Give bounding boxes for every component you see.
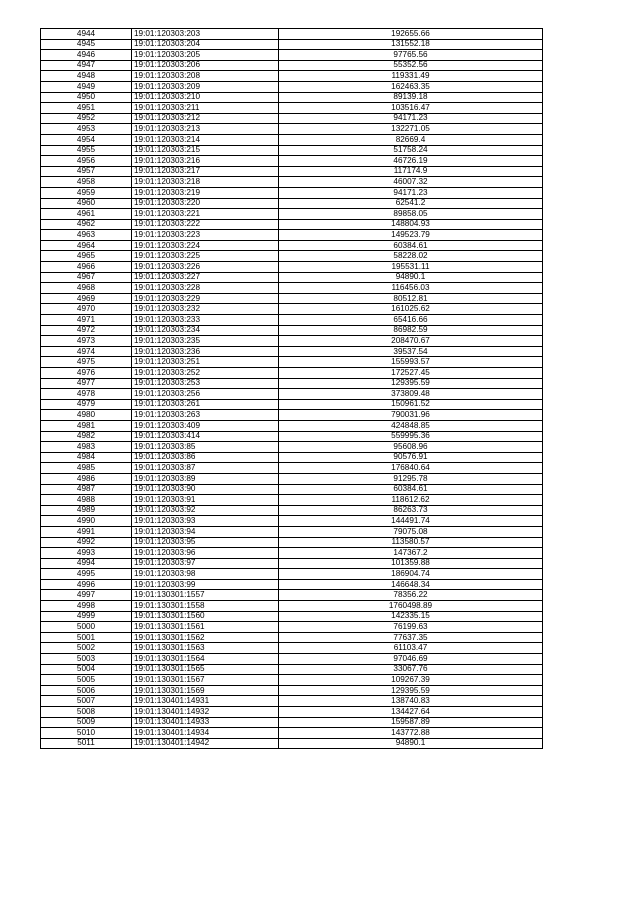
row-number-cell: 4956	[41, 156, 132, 167]
value-cell: 155993.57	[279, 357, 543, 368]
table-row	[41, 187, 543, 198]
cadastral-number-cell: 19:01:120303:205	[132, 50, 279, 61]
table-row	[41, 325, 543, 336]
value-cell: 208470.67	[279, 336, 543, 347]
value-cell: 113580.57	[279, 537, 543, 548]
table-row	[41, 495, 543, 506]
table-row	[41, 378, 543, 389]
row-number-cell: 4944	[41, 29, 132, 40]
row-number-cell: 4965	[41, 251, 132, 262]
row-number-cell: 4987	[41, 484, 132, 495]
row-number-cell: 4998	[41, 601, 132, 612]
cadastral-number-cell: 19:01:120303:233	[132, 315, 279, 326]
row-number-cell: 4946	[41, 50, 132, 61]
value-cell: 101359.88	[279, 558, 543, 569]
cadastral-number-cell: 19:01:120303:219	[132, 187, 279, 198]
table-row	[41, 632, 543, 643]
value-cell: 33067.76	[279, 664, 543, 675]
value-cell: 94890.1	[279, 738, 543, 749]
table-row	[41, 728, 543, 739]
table-row	[41, 569, 543, 580]
table-row	[41, 283, 543, 294]
table-row	[41, 304, 543, 315]
row-number-cell: 5006	[41, 685, 132, 696]
value-cell: 146648.34	[279, 579, 543, 590]
table-row	[41, 262, 543, 273]
cadastral-number-cell: 19:01:120303:235	[132, 336, 279, 347]
row-number-cell: 4981	[41, 420, 132, 431]
cadastral-number-cell: 19:01:130401:14942	[132, 738, 279, 749]
value-cell: 192655.66	[279, 29, 543, 40]
cadastral-number-cell: 19:01:120303:215	[132, 145, 279, 156]
row-number-cell: 4951	[41, 103, 132, 114]
cadastral-number-cell: 19:01:120303:89	[132, 473, 279, 484]
table-row	[41, 198, 543, 209]
value-cell: 58228.02	[279, 251, 543, 262]
row-number-cell: 4959	[41, 187, 132, 198]
row-number-cell: 5009	[41, 717, 132, 728]
value-cell: 149523.79	[279, 230, 543, 241]
value-cell: 86263.73	[279, 505, 543, 516]
value-cell: 424848.85	[279, 420, 543, 431]
value-cell: 129395.59	[279, 685, 543, 696]
cadastral-number-cell: 19:01:120303:96	[132, 548, 279, 559]
row-number-cell: 4990	[41, 516, 132, 527]
table-row	[41, 240, 543, 251]
cadastral-number-cell: 19:01:120303:229	[132, 293, 279, 304]
cadastral-number-cell: 19:01:120303:86	[132, 452, 279, 463]
cadastral-number-cell: 19:01:120303:97	[132, 558, 279, 569]
table-row	[41, 537, 543, 548]
table-row	[41, 548, 543, 559]
value-cell: 79075.08	[279, 526, 543, 537]
value-cell: 129395.59	[279, 378, 543, 389]
cadastral-number-cell: 19:01:120303:256	[132, 389, 279, 400]
row-number-cell: 4964	[41, 240, 132, 251]
table-row	[41, 410, 543, 421]
row-number-cell: 4973	[41, 336, 132, 347]
cadastral-number-cell: 19:01:120303:228	[132, 283, 279, 294]
table-row	[41, 696, 543, 707]
value-cell: 39537.54	[279, 346, 543, 357]
row-number-cell: 4982	[41, 431, 132, 442]
row-number-cell: 4994	[41, 558, 132, 569]
value-cell: 138740.83	[279, 696, 543, 707]
row-number-cell: 4980	[41, 410, 132, 421]
table-row	[41, 707, 543, 718]
table-row	[41, 50, 543, 61]
table-row	[41, 29, 543, 40]
value-cell: 1760498.89	[279, 601, 543, 612]
table-row	[41, 654, 543, 665]
value-cell: 132271.05	[279, 124, 543, 135]
table-row	[41, 134, 543, 145]
table-row	[41, 293, 543, 304]
table-row	[41, 92, 543, 103]
table-row	[41, 272, 543, 283]
cadastral-number-cell: 19:01:120303:220	[132, 198, 279, 209]
row-number-cell: 4988	[41, 495, 132, 506]
cadastral-number-cell: 19:01:120303:87	[132, 463, 279, 474]
row-number-cell: 4958	[41, 177, 132, 188]
row-number-cell: 5000	[41, 622, 132, 633]
cadastral-number-cell: 19:01:120303:217	[132, 166, 279, 177]
table-row	[41, 622, 543, 633]
cadastral-number-cell: 19:01:120303:214	[132, 134, 279, 145]
table-row	[41, 145, 543, 156]
table-row	[41, 177, 543, 188]
row-number-cell: 4999	[41, 611, 132, 622]
row-number-cell: 4969	[41, 293, 132, 304]
cadastral-number-cell: 19:01:120303:95	[132, 537, 279, 548]
table-row	[41, 113, 543, 124]
table-row	[41, 336, 543, 347]
row-number-cell: 5007	[41, 696, 132, 707]
cadastral-number-cell: 19:01:130301:1564	[132, 654, 279, 665]
row-number-cell: 4970	[41, 304, 132, 315]
value-cell: 46007.32	[279, 177, 543, 188]
value-cell: 76199.63	[279, 622, 543, 633]
table-row	[41, 643, 543, 654]
value-cell: 51758.24	[279, 145, 543, 156]
value-cell: 195531.11	[279, 262, 543, 273]
table-row	[41, 526, 543, 537]
row-number-cell: 4957	[41, 166, 132, 177]
row-number-cell: 4966	[41, 262, 132, 273]
table-row	[41, 611, 543, 622]
table-row	[41, 516, 543, 527]
value-cell: 61103.47	[279, 643, 543, 654]
value-cell: 172527.45	[279, 368, 543, 379]
value-cell: 60384.61	[279, 240, 543, 251]
value-cell: 790031.96	[279, 410, 543, 421]
row-number-cell: 4950	[41, 92, 132, 103]
value-cell: 89139.18	[279, 92, 543, 103]
row-number-cell: 4992	[41, 537, 132, 548]
value-cell: 147367.2	[279, 548, 543, 559]
cadastral-number-cell: 19:01:120303:204	[132, 39, 279, 50]
value-cell: 373809.48	[279, 389, 543, 400]
value-cell: 103516.47	[279, 103, 543, 114]
row-number-cell: 5005	[41, 675, 132, 686]
cadastral-number-cell: 19:01:120303:225	[132, 251, 279, 262]
cadastral-number-cell: 19:01:120303:234	[132, 325, 279, 336]
table-row	[41, 209, 543, 220]
row-number-cell: 4979	[41, 399, 132, 410]
value-cell: 162463.35	[279, 81, 543, 92]
row-number-cell: 4985	[41, 463, 132, 474]
cadastral-value-table	[40, 28, 543, 749]
cadastral-number-cell: 19:01:120303:216	[132, 156, 279, 167]
row-number-cell: 4960	[41, 198, 132, 209]
cadastral-number-cell: 19:01:120303:206	[132, 60, 279, 71]
table-row	[41, 505, 543, 516]
cadastral-number-cell: 19:01:120303:90	[132, 484, 279, 495]
row-number-cell: 4945	[41, 39, 132, 50]
cadastral-number-cell: 19:01:130401:14931	[132, 696, 279, 707]
table-row	[41, 60, 543, 71]
row-number-cell: 4974	[41, 346, 132, 357]
cadastral-number-cell: 19:01:120303:209	[132, 81, 279, 92]
cadastral-number-cell: 19:01:120303:211	[132, 103, 279, 114]
table-body	[41, 29, 543, 749]
row-number-cell: 4952	[41, 113, 132, 124]
cadastral-number-cell: 19:01:120303:226	[132, 262, 279, 273]
table-row	[41, 484, 543, 495]
table-row	[41, 738, 543, 749]
table-row	[41, 420, 543, 431]
table-row	[41, 219, 543, 230]
cadastral-number-cell: 19:01:120303:236	[132, 346, 279, 357]
cadastral-number-cell: 19:01:130401:14932	[132, 707, 279, 718]
table-row	[41, 368, 543, 379]
cadastral-number-cell: 19:01:120303:261	[132, 399, 279, 410]
value-cell: 89858.05	[279, 209, 543, 220]
table-row	[41, 315, 543, 326]
row-number-cell: 4954	[41, 134, 132, 145]
table-row	[41, 601, 543, 612]
row-number-cell: 4967	[41, 272, 132, 283]
row-number-cell: 4993	[41, 548, 132, 559]
table-row	[41, 399, 543, 410]
table-row	[41, 558, 543, 569]
table-row	[41, 473, 543, 484]
cadastral-number-cell: 19:01:130401:14934	[132, 728, 279, 739]
cadastral-number-cell: 19:01:130301:1560	[132, 611, 279, 622]
value-cell: 150961.52	[279, 399, 543, 410]
cadastral-number-cell: 19:01:120303:91	[132, 495, 279, 506]
row-number-cell: 5008	[41, 707, 132, 718]
table-row	[41, 251, 543, 262]
value-cell: 97765.56	[279, 50, 543, 61]
table-row	[41, 156, 543, 167]
value-cell: 94890.1	[279, 272, 543, 283]
cadastral-number-cell: 19:01:120303:223	[132, 230, 279, 241]
cadastral-number-cell: 19:01:120303:92	[132, 505, 279, 516]
row-number-cell: 4961	[41, 209, 132, 220]
table-row	[41, 579, 543, 590]
value-cell: 60384.61	[279, 484, 543, 495]
value-cell: 119331.49	[279, 71, 543, 82]
row-number-cell: 4984	[41, 452, 132, 463]
value-cell: 78356.22	[279, 590, 543, 601]
row-number-cell: 4949	[41, 81, 132, 92]
cadastral-number-cell: 19:01:120303:212	[132, 113, 279, 124]
table-row	[41, 452, 543, 463]
cadastral-number-cell: 19:01:130301:1567	[132, 675, 279, 686]
cadastral-number-cell: 19:01:130301:1557	[132, 590, 279, 601]
table-row	[41, 346, 543, 357]
row-number-cell: 4978	[41, 389, 132, 400]
value-cell: 86982.59	[279, 325, 543, 336]
cadastral-number-cell: 19:01:120303:85	[132, 442, 279, 453]
table-row	[41, 431, 543, 442]
row-number-cell: 4986	[41, 473, 132, 484]
cadastral-number-cell: 19:01:120303:221	[132, 209, 279, 220]
value-cell: 94171.23	[279, 113, 543, 124]
row-number-cell: 4947	[41, 60, 132, 71]
table-row	[41, 664, 543, 675]
value-cell: 55352.56	[279, 60, 543, 71]
value-cell: 176840.64	[279, 463, 543, 474]
value-cell: 161025.62	[279, 304, 543, 315]
table-row	[41, 442, 543, 453]
value-cell: 109267.39	[279, 675, 543, 686]
row-number-cell: 5002	[41, 643, 132, 654]
table-row	[41, 103, 543, 114]
row-number-cell: 4991	[41, 526, 132, 537]
value-cell: 62541.2	[279, 198, 543, 209]
cadastral-number-cell: 19:01:120303:409	[132, 420, 279, 431]
row-number-cell: 5010	[41, 728, 132, 739]
row-number-cell: 4948	[41, 71, 132, 82]
value-cell: 80512.81	[279, 293, 543, 304]
cadastral-number-cell: 19:01:120303:263	[132, 410, 279, 421]
value-cell: 559995.36	[279, 431, 543, 442]
value-cell: 65416.66	[279, 315, 543, 326]
table-row	[41, 590, 543, 601]
row-number-cell: 4962	[41, 219, 132, 230]
cadastral-number-cell: 19:01:120303:253	[132, 378, 279, 389]
cadastral-number-cell: 19:01:120303:208	[132, 71, 279, 82]
cadastral-number-cell: 19:01:120303:222	[132, 219, 279, 230]
value-cell: 77637.35	[279, 632, 543, 643]
cadastral-number-cell: 19:01:120303:224	[132, 240, 279, 251]
value-cell: 91295.78	[279, 473, 543, 484]
table-row	[41, 81, 543, 92]
cadastral-number-cell: 19:01:130301:1563	[132, 643, 279, 654]
row-number-cell: 4953	[41, 124, 132, 135]
cadastral-number-cell: 19:01:130301:1569	[132, 685, 279, 696]
cadastral-number-cell: 19:01:120303:252	[132, 368, 279, 379]
cadastral-number-cell: 19:01:120303:203	[132, 29, 279, 40]
cadastral-number-cell: 19:01:130301:1562	[132, 632, 279, 643]
value-cell: 82669.4	[279, 134, 543, 145]
value-cell: 46726.19	[279, 156, 543, 167]
row-number-cell: 4977	[41, 378, 132, 389]
row-number-cell: 4983	[41, 442, 132, 453]
value-cell: 90576.91	[279, 452, 543, 463]
row-number-cell: 4995	[41, 569, 132, 580]
cadastral-number-cell: 19:01:120303:94	[132, 526, 279, 537]
row-number-cell: 5004	[41, 664, 132, 675]
row-number-cell: 4975	[41, 357, 132, 368]
row-number-cell: 4989	[41, 505, 132, 516]
table-row	[41, 71, 543, 82]
cadastral-number-cell: 19:01:130301:1558	[132, 601, 279, 612]
table-row	[41, 675, 543, 686]
cadastral-number-cell: 19:01:130301:1565	[132, 664, 279, 675]
value-cell: 142335.15	[279, 611, 543, 622]
table-row	[41, 230, 543, 241]
row-number-cell: 5001	[41, 632, 132, 643]
cadastral-number-cell: 19:01:120303:99	[132, 579, 279, 590]
cadastral-number-cell: 19:01:120303:210	[132, 92, 279, 103]
cadastral-number-cell: 19:01:130401:14933	[132, 717, 279, 728]
table-row	[41, 685, 543, 696]
row-number-cell: 4976	[41, 368, 132, 379]
cadastral-number-cell: 19:01:120303:232	[132, 304, 279, 315]
value-cell: 95608.96	[279, 442, 543, 453]
cadastral-number-cell: 19:01:120303:227	[132, 272, 279, 283]
table-row	[41, 166, 543, 177]
table-row	[41, 357, 543, 368]
cadastral-number-cell: 19:01:120303:213	[132, 124, 279, 135]
cadastral-number-cell: 19:01:120303:251	[132, 357, 279, 368]
table-row	[41, 463, 543, 474]
table-row	[41, 124, 543, 135]
value-cell: 117174.9	[279, 166, 543, 177]
cadastral-number-cell: 19:01:120303:218	[132, 177, 279, 188]
value-cell: 159587.89	[279, 717, 543, 728]
value-cell: 97046.69	[279, 654, 543, 665]
cadastral-number-cell: 19:01:120303:98	[132, 569, 279, 580]
row-number-cell: 4972	[41, 325, 132, 336]
value-cell: 148804.93	[279, 219, 543, 230]
value-cell: 134427.64	[279, 707, 543, 718]
cadastral-number-cell: 19:01:120303:93	[132, 516, 279, 527]
table-row	[41, 389, 543, 400]
row-number-cell: 4955	[41, 145, 132, 156]
value-cell: 131552.18	[279, 39, 543, 50]
value-cell: 118612.62	[279, 495, 543, 506]
cadastral-number-cell: 19:01:130301:1561	[132, 622, 279, 633]
value-cell: 116456.03	[279, 283, 543, 294]
row-number-cell: 5011	[41, 738, 132, 749]
value-cell: 143772.88	[279, 728, 543, 739]
row-number-cell: 4963	[41, 230, 132, 241]
row-number-cell: 4968	[41, 283, 132, 294]
cadastral-number-cell: 19:01:120303:414	[132, 431, 279, 442]
row-number-cell: 5003	[41, 654, 132, 665]
table-row	[41, 717, 543, 728]
row-number-cell: 4997	[41, 590, 132, 601]
value-cell: 144491.74	[279, 516, 543, 527]
value-cell: 94171.23	[279, 187, 543, 198]
row-number-cell: 4971	[41, 315, 132, 326]
table-row	[41, 39, 543, 50]
value-cell: 186904.74	[279, 569, 543, 580]
row-number-cell: 4996	[41, 579, 132, 590]
